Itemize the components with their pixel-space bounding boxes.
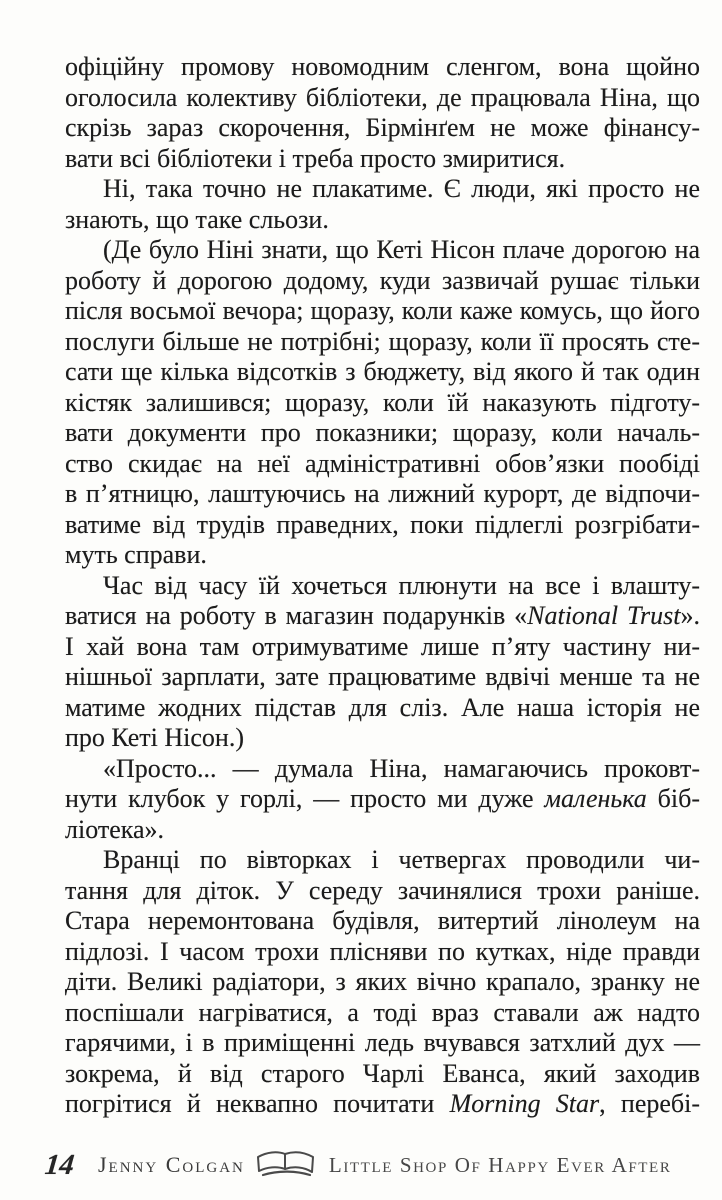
text-line [65, 449, 700, 480]
italic-phrase: Morning Star [449, 1089, 600, 1118]
text-run: оголосила колективу бібліотеки, де працювала Ніна, що [65, 82, 700, 112]
text-run: Вранці по вівторках і четвергах проводили чи- [103, 845, 700, 874]
text-run: тання для діток. У середу зачинялися трохи раніше. [65, 875, 700, 905]
text-run: скрізь зараз скорочення, Бірмінґем не може фінансу- [65, 113, 700, 142]
text-run: ліотека». [65, 814, 165, 844]
text-run: знають, що таке сльози. [65, 204, 329, 234]
text-run: послуги більше не потрібні; щоразу, коли її просять сте- [65, 326, 700, 356]
text-run: «Просто... — думала Ніна, намагаючись проковт- [103, 753, 700, 783]
text-line [65, 83, 700, 114]
open-book-icon [253, 1148, 319, 1185]
text-line [65, 296, 700, 327]
text-run: поспішали нагріватися, а тоді враз ставали аж надто [65, 997, 700, 1027]
body-text [65, 52, 700, 1120]
text-line [65, 327, 700, 358]
text-run: Час від часу їй хочеться плюнути на все і влашту- [103, 570, 700, 600]
text-run: зокрема, й від старого Чарлі Еванса, який заходив [65, 1058, 700, 1088]
text-run: , перебі- [599, 1089, 701, 1118]
text-run: біб- [646, 784, 700, 813]
text-line [65, 388, 700, 419]
running-title: Little Shop Of Happy Ever After [328, 1152, 672, 1177]
text-line [65, 998, 700, 1029]
text-run: сати ще кілька відсотків з бюджету, від якого й так один [65, 357, 700, 386]
text-line [65, 754, 700, 785]
text-run: ». [680, 601, 701, 630]
italic-phrase: National Trust [527, 601, 681, 630]
text-run: ватиме від трудів праведних, поки підлеглі розгрібати- [65, 509, 700, 539]
text-line [65, 540, 700, 571]
text-line [65, 906, 700, 937]
text-line [65, 510, 700, 541]
text-run: гарячими, і в приміщенні ледь вчувався затхлий дух — [65, 1028, 700, 1057]
text-line [65, 174, 700, 205]
text-line [65, 113, 700, 144]
text-line [65, 967, 700, 998]
text-line [65, 52, 700, 83]
text-run: ство скидає на неї адміністративні обов’язки пообіді [65, 448, 700, 478]
text-run: матиме жодних підстав для сліз. Але наша історія не [65, 692, 700, 722]
text-line [65, 1059, 700, 1090]
text-line [65, 815, 700, 846]
text-line [65, 876, 700, 907]
text-run: вати всі бібліотеки і треба просто змиритися. [65, 143, 566, 173]
text-run: Стара неремонтована будівля, витертий лінолеум на [65, 906, 700, 935]
text-run: ватися на роботу в магазин подарунків « [65, 601, 528, 630]
text-run: офіційну промову новомодним сленгом, вона щойно [65, 52, 700, 81]
text-line [65, 601, 700, 632]
text-run: підлозі. І часом трохи плісняви по кутках, ніде правди [65, 936, 700, 966]
running-author: Jenny Colgan [98, 1152, 245, 1177]
text-line [65, 845, 700, 876]
text-line [65, 266, 700, 297]
page-number: 14 [43, 1148, 76, 1181]
text-run: в п’ятницю, лаштуючись на лижний курорт, де відпочи- [65, 479, 700, 508]
text-line [65, 144, 700, 175]
text-line [65, 357, 700, 388]
text-run: (Де було Ніні знати, що Кеті Нісон плаче дорогою на [103, 235, 700, 264]
text-run: кістяк залишився; щоразу, коли їй наказують підготу- [65, 387, 700, 417]
text-run: Ні, така точно не плакатиме. Є люди, які просто не [103, 174, 700, 203]
text-line [65, 418, 700, 449]
text-run: роботу й дорогою додому, куди зазвичай рушає тільки [65, 265, 700, 295]
text-line [65, 723, 700, 754]
text-run: діти. Великі радіатори, з яких вічно крапало, зранку не [65, 967, 700, 996]
text-line [65, 784, 700, 815]
text-line [65, 662, 700, 693]
text-line [65, 205, 700, 236]
text-line [65, 571, 700, 602]
text-line [65, 632, 700, 663]
text-run: муть справи. [65, 540, 207, 569]
text-line [65, 693, 700, 724]
italic-phrase: маленька [544, 784, 647, 813]
text-line [65, 479, 700, 510]
text-run: І хай вона там отримуватиме лише п’яту частину ни- [65, 631, 700, 661]
text-line [65, 1089, 700, 1120]
text-line [65, 1028, 700, 1059]
text-run: вати документи про показники; щоразу, коли началь- [65, 418, 700, 447]
text-run: погрітися й неквапно почитати [65, 1089, 450, 1118]
text-run: після восьмої вечора; щоразу, коли каже комусь, що його [65, 296, 700, 325]
text-line [65, 235, 700, 266]
page-footer [45, 1142, 695, 1188]
text-run: про Кеті Нісон.) [65, 723, 245, 752]
text-run: нути клубок у горлі, — просто ми дуже [65, 784, 545, 813]
text-run: нішньої зарплати, зате працюватиме вдвічі менше та не [65, 662, 700, 691]
text-line [65, 937, 700, 968]
